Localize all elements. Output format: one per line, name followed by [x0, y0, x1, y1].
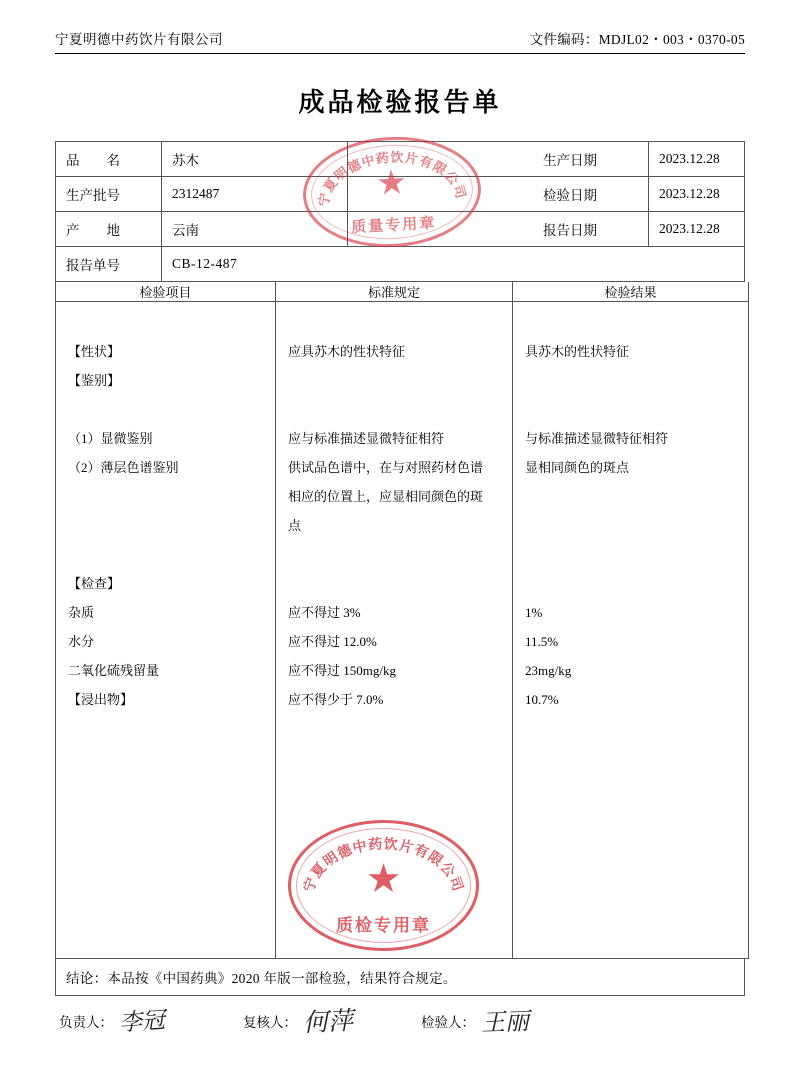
items-column [56, 302, 276, 959]
report-sheet [55, 28, 745, 1038]
standard-cell: 应不得过 12.0% [288, 634, 377, 649]
standards-column [276, 302, 513, 959]
conclusion-row [55, 959, 745, 996]
page-title: 成品检验报告单 [298, 87, 502, 117]
result-cell: 11.5% [525, 634, 559, 649]
production-date-value: 2023.12.28 [649, 142, 745, 177]
product-name-value: 苏木 [162, 142, 348, 177]
report-date-value: 2023.12.28 [649, 212, 745, 247]
signature-name: 何萍 [302, 1005, 354, 1038]
item-cell: 【鉴别】 [68, 373, 121, 388]
result-cell: 1% [525, 605, 543, 620]
signature-name: 李冠 [118, 1007, 166, 1037]
info-table [55, 141, 745, 282]
item-cell: 【检查】 [68, 576, 121, 591]
item-cell: （2）薄层色谱鉴别 [68, 460, 179, 475]
result-cell: 显相同颜色的斑点 [525, 460, 630, 475]
document-code-label: 文件编码： [529, 32, 599, 47]
table-row [56, 177, 745, 212]
item-cell: 杂质 [68, 605, 95, 620]
table-row [56, 212, 745, 247]
batch-label: 生产批号 [56, 177, 162, 212]
signature-inspector [421, 1007, 530, 1037]
stamp-arc-label: 宁夏明德中药饮片有限公司 [315, 149, 469, 208]
result-cell: 与标准描述显微特征相符 [525, 431, 669, 446]
spacer-cell-2 [348, 177, 534, 212]
results-column [513, 302, 749, 959]
production-date-label: 生产日期 [533, 142, 649, 177]
inspection-table-body [56, 302, 749, 959]
report-no-label: 报告单号 [56, 247, 162, 282]
standard-cell: 点 [288, 518, 302, 533]
conclusion-label: 结论： [66, 971, 108, 986]
column-header-item: 检验项目 [56, 282, 276, 302]
column-header-result: 检验结果 [513, 282, 749, 302]
signature-reviewer [243, 1005, 354, 1038]
item-cell: 【浸出物】 [68, 692, 134, 707]
result-cell: 23mg/kg [525, 663, 572, 678]
standard-cell: 应不得过 3% [288, 605, 361, 620]
standard-cell: 应不得少于 7.0% [288, 692, 384, 707]
table-row [56, 142, 745, 177]
origin-value: 云南 [162, 212, 348, 247]
company-name: 宁夏明德中药饮片有限公司 [55, 32, 223, 47]
signature-name: 王丽 [480, 1007, 530, 1037]
stamp-subtitle: 质检专用章 [336, 916, 431, 935]
standard-cell: 应与标准描述显微特征相符 [288, 431, 445, 446]
result-cell: 具苏木的性状特征 [525, 344, 630, 359]
signature-label: 复核人： [243, 1015, 297, 1030]
document-code-value: MDJL02・003・0370-05 [598, 32, 745, 47]
star-icon: ★ [375, 163, 408, 203]
item-cell: 水分 [68, 634, 95, 649]
standard-cell: 应具苏木的性状特征 [288, 344, 406, 359]
report-no-value: CB-12-487 [162, 247, 745, 282]
item-cell: （1）显微鉴别 [68, 431, 153, 446]
origin-label: 产 地 [56, 212, 162, 247]
star-icon: ★ [365, 856, 402, 902]
signature-row [55, 1005, 745, 1038]
signature-label: 负责人： [59, 1015, 113, 1030]
signature-label: 检验人： [421, 1015, 476, 1030]
stamp-arc-label: 宁夏明德中药饮片有限公司 [300, 835, 467, 894]
signature-responsible [59, 1007, 166, 1037]
result-cell: 10.7% [525, 692, 559, 707]
product-name-label: 品 名 [56, 142, 162, 177]
standard-cell: 供试品色谱中，在与对照药材色谱 [288, 460, 484, 475]
conclusion-text: 本品按《中国药典》2020 年版一部检验，结果符合规定。 [107, 971, 457, 986]
spacer-cell-1 [348, 142, 534, 177]
standard-cell: 相应的位置上，应显相同颜色的斑 [288, 489, 484, 504]
batch-value: 2312487 [162, 177, 348, 212]
document-header [55, 28, 745, 54]
standard-cell: 应不得过 150mg/kg [288, 663, 396, 678]
stamp-subtitle: 质量专用章 [350, 214, 437, 237]
inspection-date-value: 2023.12.28 [649, 177, 745, 212]
column-header-standard: 标准规定 [276, 282, 513, 302]
item-cell: 二氧化硫残留量 [68, 663, 160, 678]
item-cell: 【性状】 [68, 344, 121, 359]
report-date-label: 报告日期 [533, 212, 649, 247]
document-code [530, 28, 745, 48]
spacer-cell-3 [348, 212, 534, 247]
inspection-table [55, 282, 749, 959]
inspection-table-header [56, 282, 749, 302]
table-row [56, 247, 745, 282]
inspection-date-label: 检验日期 [533, 177, 649, 212]
